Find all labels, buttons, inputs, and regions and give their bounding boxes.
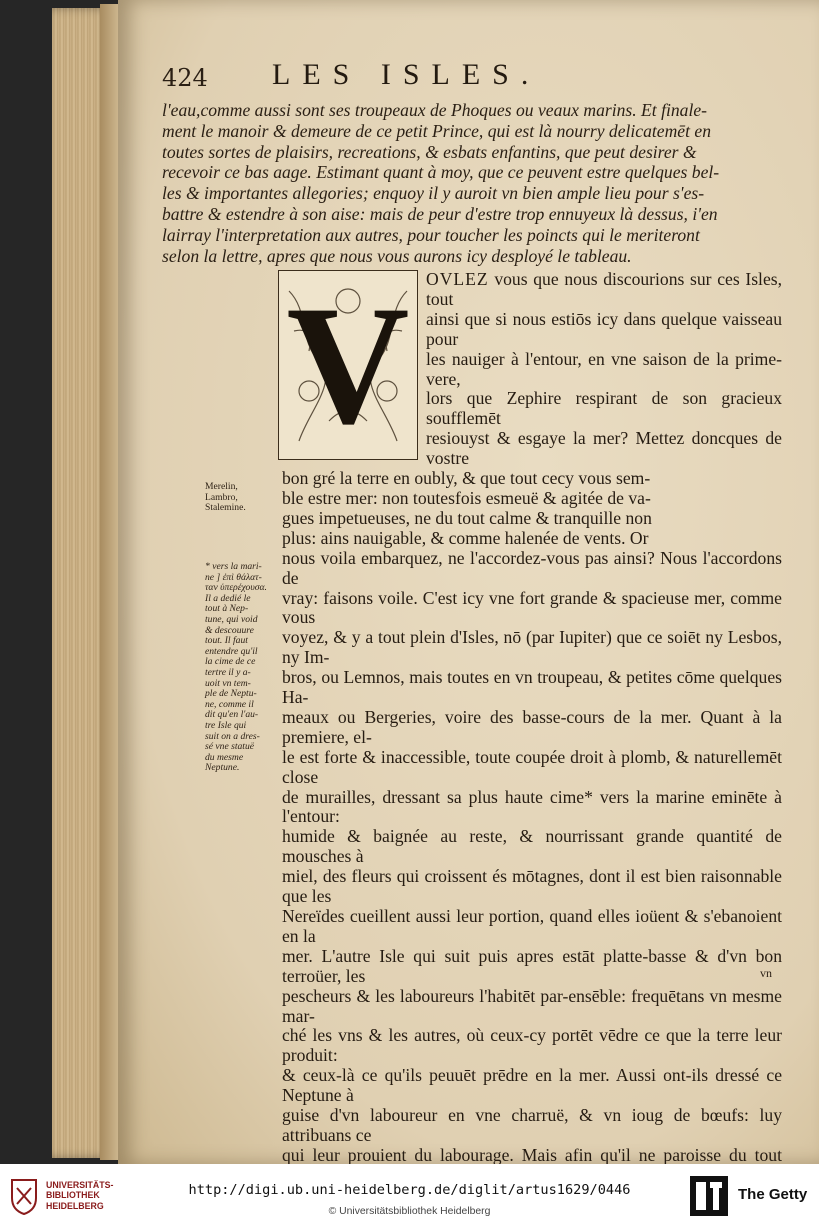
page-number: 424 <box>162 64 208 92</box>
intro-line: battre & estendre à son aise: mais de peur d'estre trop ennuyeux là dessus, i'en <box>162 203 718 224</box>
margin-note-neptune <box>205 562 277 774</box>
main-line: humide & baignée au reste, & nourrissant grande quantité de mousches à <box>282 826 782 867</box>
running-head <box>162 58 682 98</box>
first-word-rest: OVLEZ <box>426 269 489 289</box>
margin-note-islands <box>205 482 277 514</box>
intro-paragraph <box>162 100 782 266</box>
main-line: mer. L'autre Isle qui suit puis apres estāt platte-basse & d'vn bon terroüer, les <box>282 945 782 986</box>
main-line: gues impetueuses, ne du tout calme & tranquille non <box>282 507 652 528</box>
margin-note-line: Merelin, <box>205 481 238 492</box>
margin-note-line: la cime de ce <box>205 656 256 668</box>
margin-note-line: tre Isle qui <box>205 719 247 731</box>
margin-note-line: Il a dedié le <box>205 592 251 604</box>
intro-line: lairray l'interpretation aux autres, pour toucher les poincts qui le meriteront <box>162 224 700 245</box>
main-line: vous que nous discourions sur ces Isles, tout <box>426 269 782 309</box>
margin-note-line: uoit vn tem- <box>205 677 251 689</box>
page-title: LES ISLES. <box>272 58 541 91</box>
main-line: bon gré la terre en oubly, & que tout cecy vous sem- <box>282 468 651 489</box>
intro-line: l'eau,comme aussi sont ses troupeaux de Phoques ou veaux marins. Et finale- <box>162 100 708 120</box>
library-name-line: UNIVERSITÄTS- <box>46 1180 114 1190</box>
library-name-line: HEIDELBERG <box>46 1200 104 1211</box>
margin-note-line: Neptune. <box>205 762 240 774</box>
main-line: pescheurs & les laboureurs l'habitēt par-ensēble: frequētans vn mesme mar- <box>282 985 782 1026</box>
main-line: & ceux-là ce qu'ils peuuēt prēdre en la mer. Aussi ont-ils dressé ce Neptune à <box>282 1065 782 1106</box>
main-line: Nereïdes cueillent aussi leur portion, quand elles ioüent & s'ebanoient en la <box>282 906 782 946</box>
margin-note-line: dit qu'en l'au- <box>205 709 259 721</box>
decorated-initial <box>278 270 418 460</box>
margin-note-line: ne ] ἐπὶ θάλατ- <box>205 571 262 583</box>
getty-logo-icon <box>688 1174 730 1218</box>
intro-line: ment le manoir & demeure de ce petit Prince, qui est là nourry delicatemēt en <box>162 120 711 141</box>
main-line: ainsi que si nous estiōs icy dans quelque vaisseau pour <box>426 308 782 349</box>
margin-note-line: du mesme <box>205 751 244 763</box>
main-line: de murailles, dressant sa plus haute cime* vers la marine eminēte à l'entour: <box>282 786 782 827</box>
main-text <box>282 270 782 1164</box>
margin-note-line: ne, comme il <box>205 698 254 710</box>
margin-note-line: tout à Nep- <box>205 603 249 615</box>
main-line: ché les vns & les autres, où ceux-cy portēt vēdre ce que la terre leur produit: <box>282 1025 782 1066</box>
main-line: meaux ou Bergeries, voire des basse-cours de la mer. Quant à la premiere, el- <box>282 706 782 747</box>
margin-note-line: entendre qu'il <box>205 645 258 657</box>
main-line: guise d'vn laboureur en vne charruë, & vn ioug de bœufs: luy attribuans ce <box>282 1105 782 1145</box>
margin-note-line: sé vne statuë <box>205 741 255 753</box>
margin-note-line: Stalemine. <box>205 502 246 514</box>
main-line: les nauiger à l'entour, en vne saison de la prime-vere, <box>426 348 782 389</box>
margin-note-line: suit on a dres- <box>205 730 260 742</box>
main-line: bros, ou Lemnos, mais toutes en vn troupeau, & petites cōme quelques Ha- <box>282 667 782 708</box>
main-line: lors que Zephire respirant de son gracieux soufflemēt <box>426 388 782 429</box>
intro-line: selon la lettre, apres que nous vous aurons icy desployé le tableau. <box>162 245 632 266</box>
main-line: ble estre mer: non toutesfois esmeuë & agitée de va- <box>282 487 651 508</box>
getty-name: The Getty <box>738 1186 808 1203</box>
main-line: plus: ains nauigable, & comme halenée de vents. Or <box>282 527 649 548</box>
margin-note-line: Lambro, <box>205 491 238 503</box>
margin-note-line: tertre il y a- <box>205 666 251 678</box>
source-url-link[interactable]: http://digi.ub.uni-heidelberg.de/diglit/artus1629/0446 <box>188 1182 631 1198</box>
footer-bar <box>0 1164 819 1228</box>
main-line: nous voila embarquez, ne l'accordez-vous pas ainsi? Nous l'accordons de <box>282 547 782 588</box>
main-line: vray: faisons voile. C'est icy vne fort grande & spacieuse mer, comme vous <box>282 587 782 628</box>
margin-note-line: ple de Neptu- <box>205 688 257 700</box>
catchword: vn <box>760 966 772 980</box>
main-line: le est forte & inaccessible, toute coupée droit à plomb, & naturellemēt close <box>282 746 782 787</box>
library-name-line: BIBLIOTHEK <box>46 1190 100 1201</box>
margin-note-line: tout. Il faut <box>205 635 248 647</box>
intro-line: les & importantes allegories; enquoy il y auroit vn bien ample lieu pour s'es- <box>162 183 705 204</box>
copyright-text: © Universitätsbibliothek Heidelberg <box>328 1206 491 1217</box>
initial-letter: V <box>286 271 410 459</box>
main-line: resiouyst & esgaye la mer? Mettez doncques de vostre <box>426 428 782 469</box>
margin-note-line: & descouure <box>205 624 254 636</box>
main-line: qui leur prouient du labourage. Mais afin qu'il ne paroisse du tout <box>282 1144 782 1164</box>
margin-note-line: * vers la mari- <box>205 561 262 572</box>
margin-note-line: tune, qui void <box>205 613 258 625</box>
main-line: voyez, & y a tout plein d'Isles, nō (par Iupiter) que ce soiēt ny Lesbos, ny Im- <box>282 627 782 668</box>
main-line: miel, des fleurs qui croissent és mōtagnes, dont il est bien raisonnable que les <box>282 866 782 907</box>
intro-line: toutes sortes de plaisirs, recreations, & esbats enfantins, que peut desirer & <box>162 141 697 162</box>
intro-line: recevoir ce bas aage. Estimant quant à moy, que ce peuvent estre quelques bel- <box>162 162 720 183</box>
margin-note-line: ταν ὑπερέχουσα. <box>205 582 267 594</box>
